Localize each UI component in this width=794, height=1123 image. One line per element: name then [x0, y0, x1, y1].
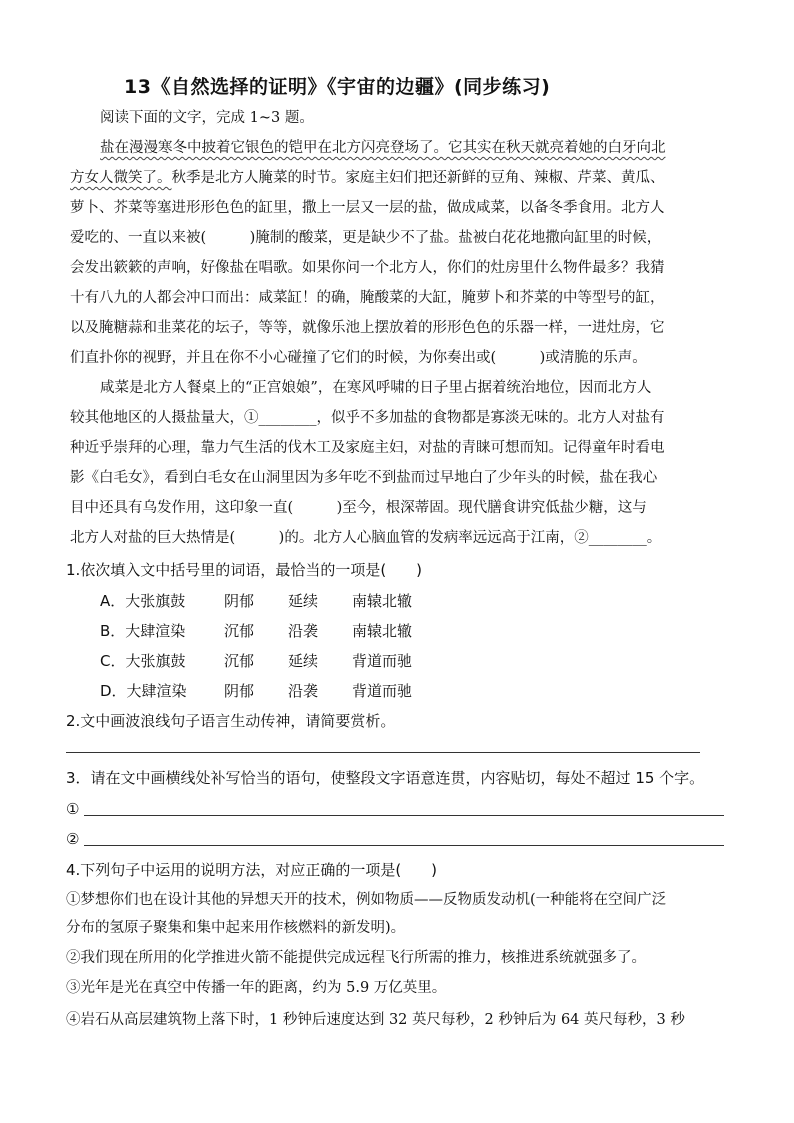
option-a-word-4: 南辕北辙	[352, 592, 413, 610]
passage-line: 会发出簌簌的声响，好像盐在唱歌。如果你问一个北方人，你们的灶房里什么物件最多？我猜	[70, 260, 665, 276]
passage-text: 秋季是北方人腌菜的时节。家庭主妇们把还新鲜的豆角、辣椒、芹菜、黄瓜、	[171, 170, 665, 186]
option-d-word-4: 背道而驰	[352, 682, 413, 700]
option-d-word-3: 沿袭	[288, 682, 319, 700]
answer-line-q2[interactable]	[66, 752, 700, 753]
question-1-stem: 1.依次填入文中括号里的词语，最恰当的一项是( )	[66, 561, 423, 579]
statement-1: ①梦想你们也在设计其他的异想天开的技术，例如物质——反物质发动机(一种能将在空间广泛	[66, 892, 667, 908]
statement-3: ③光年是光在真空中传播一年的距离，约为 5.9 万亿英里。	[66, 980, 447, 996]
blank-2-label: ②	[66, 830, 80, 848]
option-a-word-3: 延续	[288, 592, 319, 610]
wavy-sentence-end: 方女人微笑了。	[70, 170, 172, 186]
option-a-word-2: 阴郁	[224, 592, 255, 610]
passage-line: 十有八九的人都会冲口而出：咸菜缸！的确，腌酸菜的大缸，腌萝卜和芥菜的中等型号的缸，	[70, 290, 665, 306]
question-4-stem: 4.下列句子中运用的说明方法，对应正确的一项是( )	[66, 861, 438, 879]
option-b-word-1: B．大肆渲染	[100, 622, 186, 640]
passage-line: 咸菜是北方人餐桌上的“正宫娘娘”，在寒风呼啸的日子里占据着统治地位，因而北方人	[100, 380, 652, 396]
statement-2: ②我们现在所用的化学推进火箭不能提供完成远程飞行所需的推力，核推进系统就强多了。	[66, 950, 646, 966]
option-b-word-4: 南辕北辙	[352, 622, 413, 640]
passage-line	[70, 168, 665, 188]
option-c-word-1: C．大张旗鼓	[100, 652, 186, 670]
option-b-word-2: 沉郁	[224, 622, 255, 640]
option-c-word-3: 延续	[288, 652, 319, 670]
blank-1-label: ①	[66, 800, 80, 818]
passage-line: 种近乎崇拜的心理，靠力气生活的伐木工及家庭主妇，对盐的青睐可想而知。记得童年时看电	[70, 440, 665, 456]
passage-line: 爱吃的、一直以来被( )腌制的酸菜，更是缺少不了盐。盐被白花花地撒向缸里的时候，	[70, 230, 662, 246]
question-2-stem: 2.文中画波浪线句子语言生动传神，请简要赏析。	[66, 712, 396, 730]
question-3-stem: 3．请在文中画横线处补写恰当的语句，使整段文字语意连贯，内容贴切，每处不超过 15 个字。	[66, 769, 705, 787]
passage-line: 萝卜、芥菜等塞进形形色色的缸里，撒上一层又一层的盐，做成咸菜，以备冬季食用。北方人	[70, 200, 665, 216]
passage-line: 目中还具有乌发作用，这印象一直( )至今，根深蒂固。现代膳食讲究低盐少糖，这与	[70, 500, 647, 516]
passage-line: 影《白毛女》，看到白毛女在山洞里因为多年吃不到盐而过早地白了少年头的时候，盐在我心	[70, 470, 658, 486]
page-title: 13《自然选择的证明》《宇宙的边疆》(同步练习)	[124, 76, 551, 98]
option-d-word-1: D．大肆渲染	[100, 682, 187, 700]
option-b-word-3: 沿袭	[288, 622, 319, 640]
passage-line: 盐在漫漫寒冬中披着它银色的铠甲在北方闪亮登场了。它其实在秋天就亮着她的白牙向北	[100, 140, 666, 156]
statement-1-cont: 分布的氢原子聚集和集中起来用作核燃料的新发明)。	[66, 920, 406, 936]
passage-line: 北方人对盐的巨大热情是( )的。北方人心脑血管的发病率远远高于江南，②________。	[70, 530, 662, 546]
option-c-word-2: 沉郁	[224, 652, 255, 670]
option-d-word-2: 阴郁	[224, 682, 255, 700]
passage-line: 以及腌糖蒜和韭菜花的坛子，等等，就像乐池上摆放着的形形色色的乐器一样，一进灶房，它	[70, 320, 665, 336]
option-c-word-4: 背道而驰	[352, 652, 413, 670]
passage-line: 较其他地区的人摄盐量大，①________，似乎不多加盐的食物都是寡淡无味的。北方人对盐有	[70, 410, 665, 426]
option-a-word-1: A．大张旗鼓	[100, 592, 186, 610]
statement-4: ④岩石从高层建筑物上落下时，1 秒钟后速度达到 32 英尺每秒，2 秒钟后为 64 英尺每秒，3 秒	[66, 1012, 685, 1028]
answer-line-blank-1[interactable]	[84, 815, 724, 816]
instruction-text: 阅读下面的文字，完成 1~3 题。	[100, 110, 314, 126]
answer-line-blank-2[interactable]	[84, 845, 724, 846]
passage-line: 们直扑你的视野，并且在你不小心碰撞了它们的时候，为你奏出或( )或清脆的乐声。	[70, 350, 647, 366]
